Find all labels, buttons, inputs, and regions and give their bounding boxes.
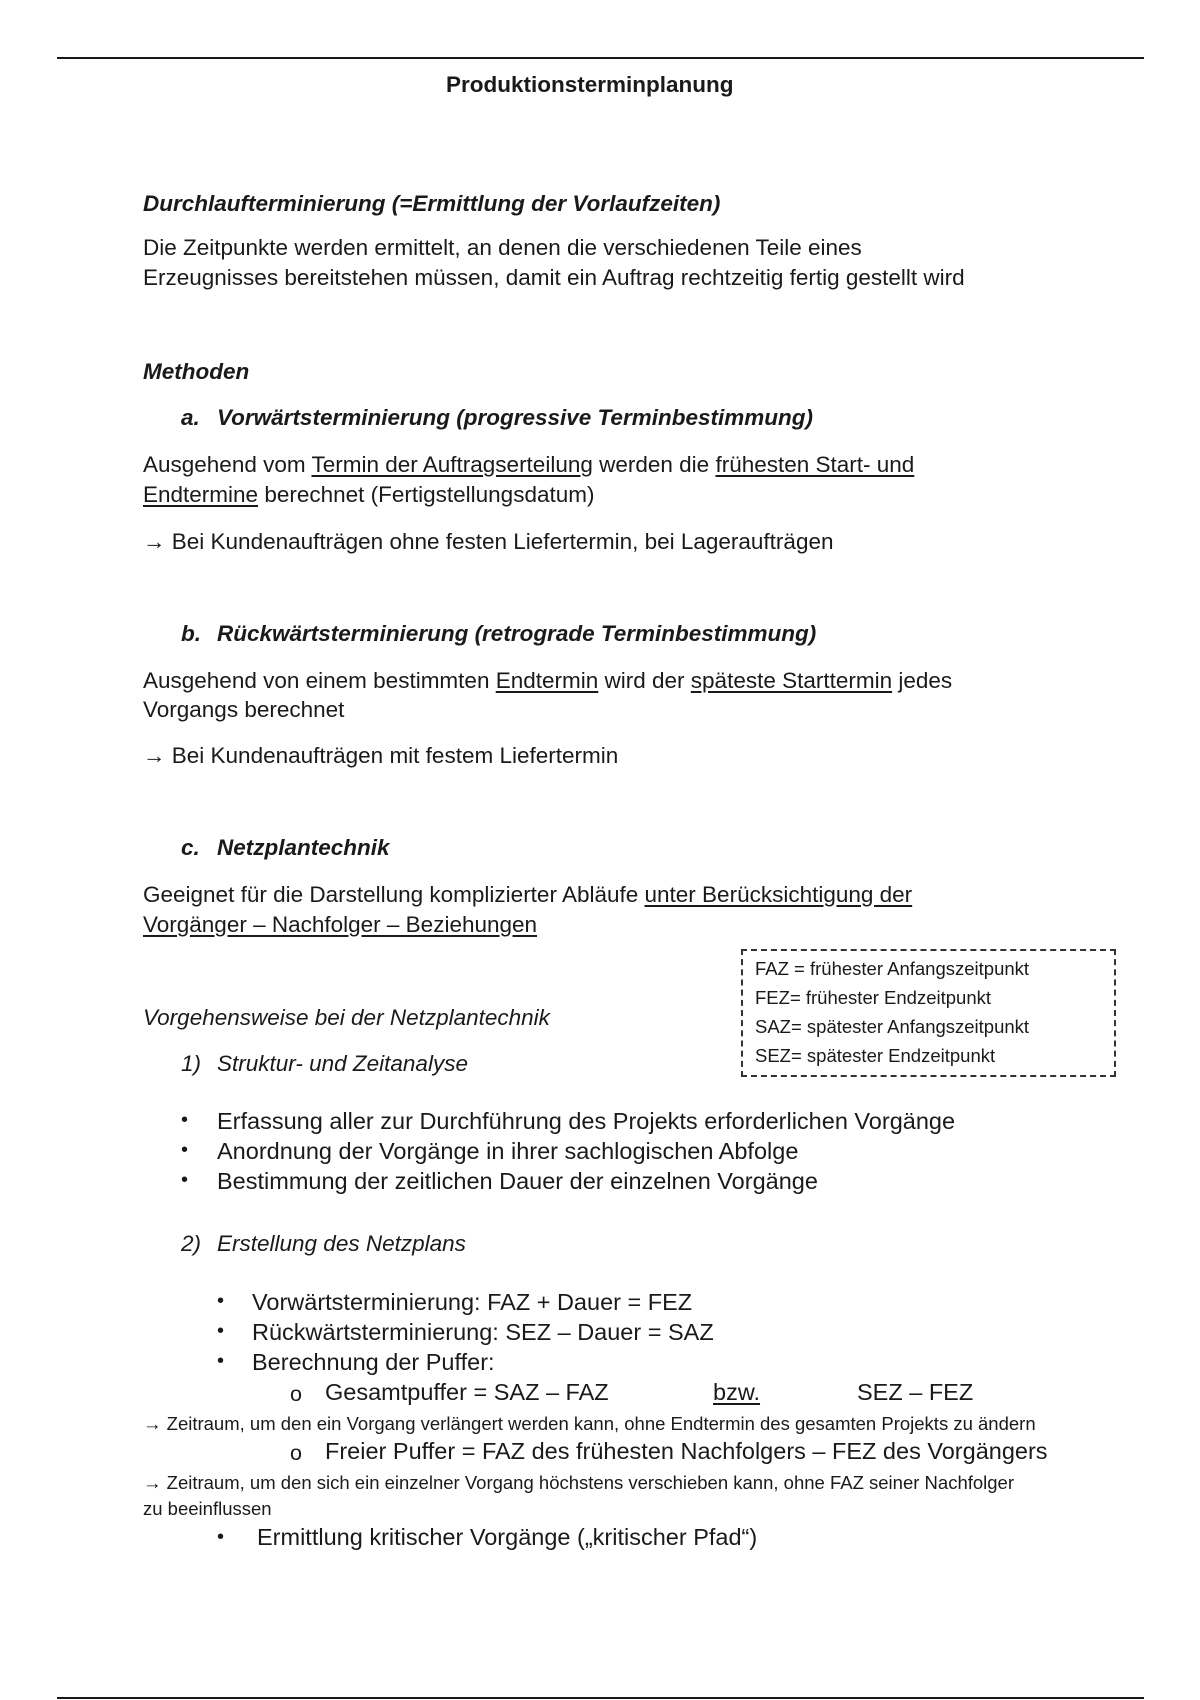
- text: wird der: [598, 668, 691, 693]
- text: Ausgehend von einem bestimmten: [143, 668, 496, 693]
- section1-line-2: Erzeugnisses bereitstehen müssen, damit ein Auftrag rechtzeitig fertig gestellt wird: [143, 265, 965, 290]
- text: berechnet (Fertigstellungsdatum): [258, 482, 595, 507]
- underlined-text: Vorgänger – Nachfolger – Beziehungen: [143, 912, 538, 937]
- method-c-paragraph-line-1: [143, 882, 912, 908]
- note-text: Bei Kundenaufträgen mit festem Liefertermin: [171, 743, 619, 768]
- bullet-icon: •: [181, 1139, 189, 1161]
- top-rule: [57, 57, 1144, 59]
- text: Ausgehend vom: [143, 452, 312, 477]
- method-a-title: Vorwärtsterminierung (progressive Terminbestimmung): [217, 405, 813, 430]
- method-c-marker: c.: [181, 835, 200, 860]
- methods-heading: Methoden: [143, 359, 250, 384]
- procedure-heading: Vorgehensweise bei der Netzplantechnik: [143, 1005, 550, 1030]
- note-text: Bei Kundenaufträgen ohne festen Liefertermin, bei Lageraufträgen: [171, 529, 834, 554]
- step1-bullet-3: Bestimmung der zeitlichen Dauer der einzelnen Vorgänge: [217, 1168, 818, 1194]
- method-c-paragraph-line-2: [143, 912, 537, 938]
- step1-bullet-1: Erfassung aller zur Durchführung des Projekts erforderlichen Vorgänge: [217, 1108, 956, 1134]
- step2-bullet-1: Vorwärtsterminierung: FAZ + Dauer = FEZ: [252, 1289, 693, 1315]
- freier-puffer-note-line-2: zu beeinflussen: [143, 1498, 272, 1519]
- text: Geeignet für die Darstellung komplizierter Abläufe: [143, 882, 645, 907]
- gesamtpuffer-alt-formula: SEZ – FEZ: [857, 1379, 974, 1405]
- page-title: Produktionsterminplanung: [446, 72, 734, 97]
- text: werden die: [592, 452, 716, 477]
- method-b-marker: b.: [181, 621, 201, 646]
- abbreviation-legend-box: [741, 949, 1116, 1077]
- underlined-text: frühesten Start- und: [715, 452, 915, 477]
- note-text: Zeitraum, um den ein Vorgang verlängert werden kann, ohne Endtermin des gesamten Projekts zu ändern: [166, 1413, 1036, 1434]
- underlined-text: Endtermin: [495, 668, 599, 693]
- step2-bullet-3: Berechnung der Puffer:: [252, 1349, 495, 1375]
- method-a-marker: a.: [181, 405, 200, 430]
- note-text: Zeitraum, um den sich ein einzelner Vorgang höchstens verschieben kann, ohne FAZ seiner Nachfolger: [166, 1472, 1015, 1493]
- bullet-icon: •: [217, 1526, 225, 1548]
- step-2-title: Erstellung des Netzplans: [217, 1231, 466, 1256]
- underlined-text: Termin der Auftragserteilung: [311, 452, 593, 477]
- bullet-icon: •: [217, 1320, 225, 1342]
- sub-bullet-icon: o: [290, 1441, 302, 1465]
- method-b-paragraph-line-2: Vorgangs berechnet: [143, 697, 345, 722]
- arrow-icon: →: [143, 529, 166, 554]
- method-a-paragraph-line-2: [143, 482, 594, 508]
- gesamtpuffer-formula: Gesamtpuffer = SAZ – FAZ: [325, 1379, 609, 1405]
- method-a-paragraph-line-1: [143, 452, 914, 478]
- underlined-text: späteste Starttermin: [690, 668, 893, 693]
- critical-path-bullet: Ermittlung kritischer Vorgänge („kritischer Pfad“): [257, 1524, 758, 1550]
- legend-sez: SEZ= spätester Endzeitpunkt: [755, 1045, 996, 1066]
- arrow-icon: →: [143, 743, 166, 768]
- legend-saz: SAZ= spätester Anfangszeitpunkt: [755, 1016, 1030, 1037]
- method-b-note: [143, 743, 618, 769]
- sub-bullet-icon: o: [290, 1382, 302, 1406]
- legend-fez: FEZ= frühester Endzeitpunkt: [755, 987, 991, 1008]
- step-1-title: Struktur- und Zeitanalyse: [217, 1051, 468, 1076]
- legend-faz: FAZ = frühester Anfangszeitpunkt: [755, 958, 1030, 979]
- arrow-icon: →: [143, 1413, 162, 1434]
- underlined-text: unter Berücksichtigung der: [644, 882, 913, 907]
- text: jedes: [892, 668, 953, 693]
- bullet-icon: •: [217, 1290, 225, 1312]
- method-c-title: Netzplantechnik: [217, 835, 390, 860]
- underlined-text: Endtermine: [143, 482, 259, 507]
- step1-bullet-2: Anordnung der Vorgänge in ihrer sachlogischen Abfolge: [217, 1138, 799, 1164]
- section1-line-1: Die Zeitpunkte werden ermittelt, an denen die verschiedenen Teile eines: [143, 235, 862, 260]
- method-a-note: [143, 529, 833, 555]
- method-b-paragraph-line-1: [143, 668, 952, 694]
- method-b-title: Rückwärtsterminierung (retrograde Terminbestimmung): [217, 621, 817, 646]
- bullet-icon: •: [181, 1109, 189, 1131]
- bottom-rule: [57, 1697, 1144, 1699]
- bullet-icon: •: [217, 1350, 225, 1372]
- step2-bullet-2: Rückwärtsterminierung: SEZ – Dauer = SAZ: [252, 1319, 714, 1345]
- gesamtpuffer-bzw: bzw.: [713, 1379, 761, 1405]
- gesamtpuffer-note: [143, 1413, 1036, 1435]
- bullet-icon: •: [181, 1169, 189, 1191]
- step-2-marker: 2): [181, 1231, 202, 1256]
- section-heading-durchlaufterminierung: Durchlaufterminierung (=Ermittlung der Vorlaufzeiten): [143, 191, 721, 216]
- freier-puffer-formula: Freier Puffer = FAZ des frühesten Nachfolgers – FEZ des Vorgängers: [325, 1438, 1048, 1464]
- arrow-icon: →: [143, 1472, 162, 1493]
- step-1-marker: 1): [181, 1051, 202, 1076]
- freier-puffer-note-line-1: [143, 1472, 1014, 1494]
